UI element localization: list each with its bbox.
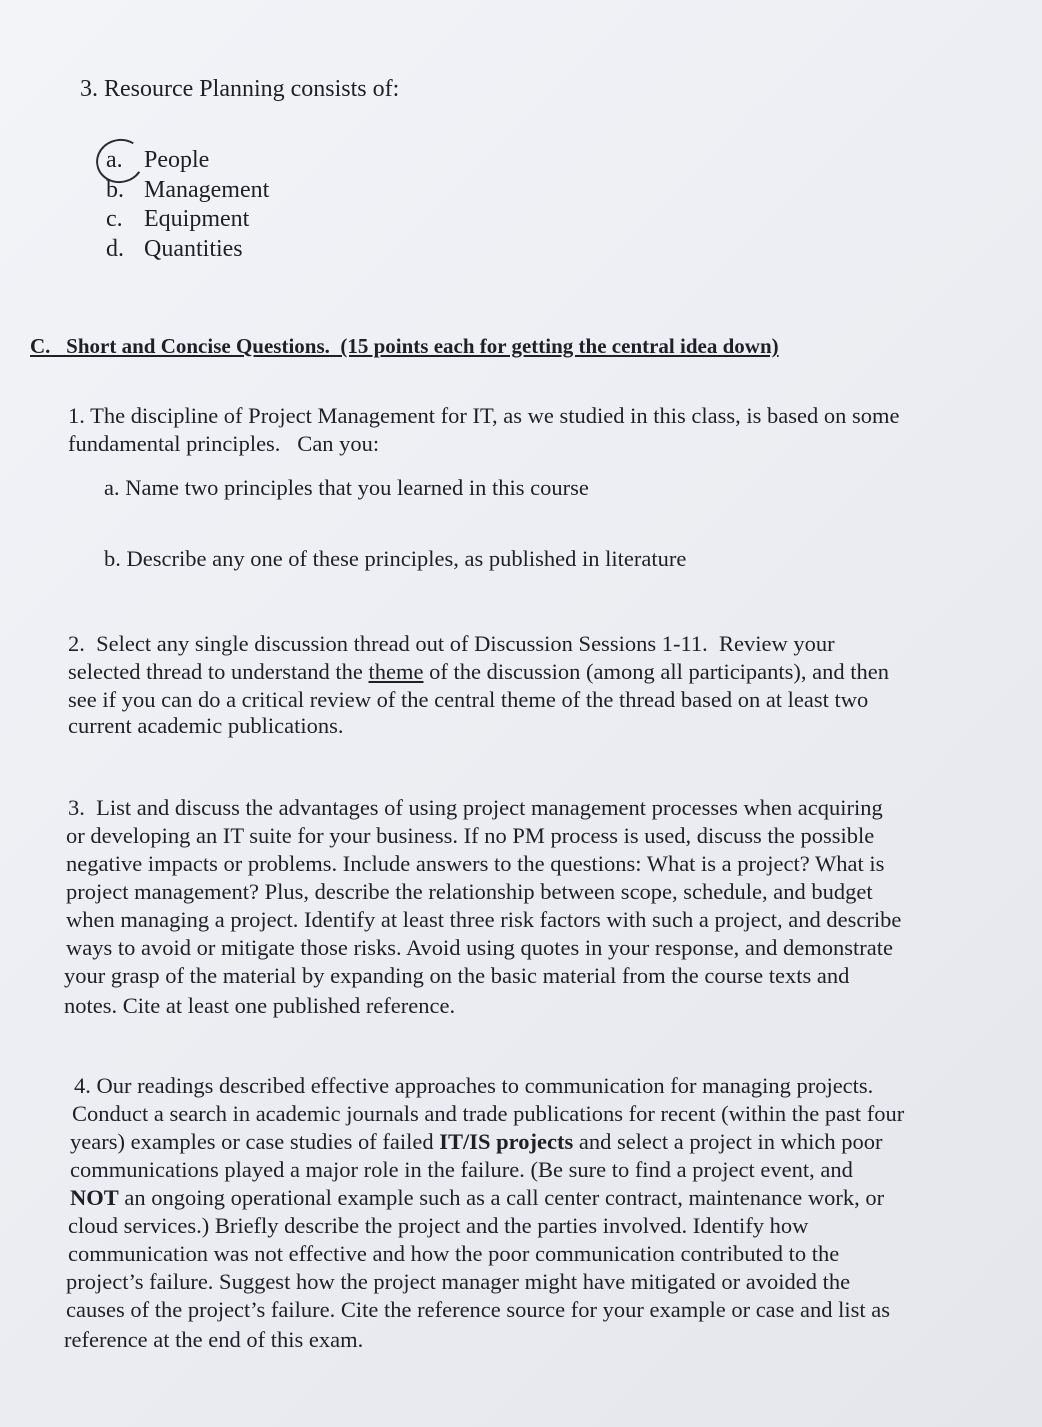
q4-line3-pre: years) examples or case studies of failed <box>70 1129 440 1154</box>
q4-line4: communications played a major role in the failure. (Be sure to find a project event, and <box>70 1157 853 1182</box>
option-a-text: People <box>144 147 210 173</box>
q4-line2: Conduct a search in academic journals and trade publications for recent (within the past four <box>72 1101 905 1126</box>
q4-line3-post: and select a project in which poor <box>573 1129 883 1154</box>
question-3-title: 3. Resource Planning consists of: <box>80 76 400 102</box>
q4-line8: project’s failure. Suggest how the project manager might have mitigated or avoided the <box>66 1269 851 1294</box>
q4-line10: reference at the end of this exam. <box>64 1327 364 1352</box>
q3-essay-line6: ways to avoid or mitigate those risks. Avoid using quotes in your response, and demonstrate <box>66 935 893 960</box>
q3-essay-line1: 3. List and discuss the advantages of using project management processes when acquiring <box>68 795 883 820</box>
q4-line9: causes of the project’s failure. Cite the reference source for your example or case and list as <box>66 1297 891 1322</box>
option-d <box>106 236 243 263</box>
option-c-text: Equipment <box>144 206 250 232</box>
option-d-text: Quantities <box>144 236 243 262</box>
q2-line3: see if you can do a critical review of the central theme of the thread based on at least two <box>68 687 869 712</box>
option-b <box>106 177 269 204</box>
option-a-letter: a. <box>106 147 123 173</box>
q2-line1: 2. Select any single discussion thread out of Discussion Sessions 1-11. Review your <box>68 631 835 656</box>
q2-line2-post: of the discussion (among all participants), and then <box>423 659 890 684</box>
q4-line5 <box>70 1185 884 1211</box>
q4-itis-projects: IT/IS projects <box>439 1129 574 1154</box>
q3-essay-line4: project management? Plus, describe the relationship between scope, schedule, and budget <box>66 879 873 904</box>
q2-line2-pre: selected thread to understand the <box>68 659 369 684</box>
option-c-letter: c. <box>106 206 123 232</box>
q2-line4: current academic publications. <box>68 713 344 738</box>
option-d-letter: d. <box>106 236 124 262</box>
q2-line2 <box>68 659 889 685</box>
option-c <box>106 206 249 233</box>
q4-line1: 4. Our readings described effective approaches to communication for managing projects. <box>74 1073 874 1098</box>
q3-essay-line8: notes. Cite at least one published reference. <box>64 993 456 1018</box>
q4-line7: communication was not effective and how the poor communication contributed to the <box>68 1241 840 1266</box>
q1-line2: fundamental principles. Can you: <box>68 431 380 456</box>
q4-line3 <box>70 1129 882 1155</box>
q4-not-emphasis: NOT <box>70 1185 119 1210</box>
option-a <box>106 147 209 174</box>
option-b-text: Management <box>144 177 270 203</box>
option-b-letter: b. <box>106 177 124 203</box>
q4-line5-post: an ongoing operational example such as a call center contract, maintenance work, or <box>118 1185 885 1210</box>
q4-line6: cloud services.) Briefly describe the project and the parties involved. Identify how <box>68 1213 809 1238</box>
q1-part-b: b. Describe any one of these principles, as published in literature <box>104 546 687 571</box>
q3-essay-line5: when managing a project. Identify at least three risk factors with such a project, and describe <box>66 907 902 932</box>
q1-part-a: a. Name two principles that you learned in this course <box>104 475 589 500</box>
q1-line1: 1. The discipline of Project Management for IT, as we studied in this class, is based on some <box>68 403 900 428</box>
q3-essay-line7: your grasp of the material by expanding on the basic material from the course texts and <box>64 963 850 988</box>
section-c-heading: C. Short and Concise Questions. (15 points each for getting the central idea down) <box>30 334 779 358</box>
q3-essay-line3: negative impacts or problems. Include answers to the questions: What is a project? What is <box>66 851 885 876</box>
q3-essay-line2: or developing an IT suite for your business. If no PM process is used, discuss the possible <box>66 823 875 848</box>
q2-theme-word: theme <box>368 659 424 684</box>
